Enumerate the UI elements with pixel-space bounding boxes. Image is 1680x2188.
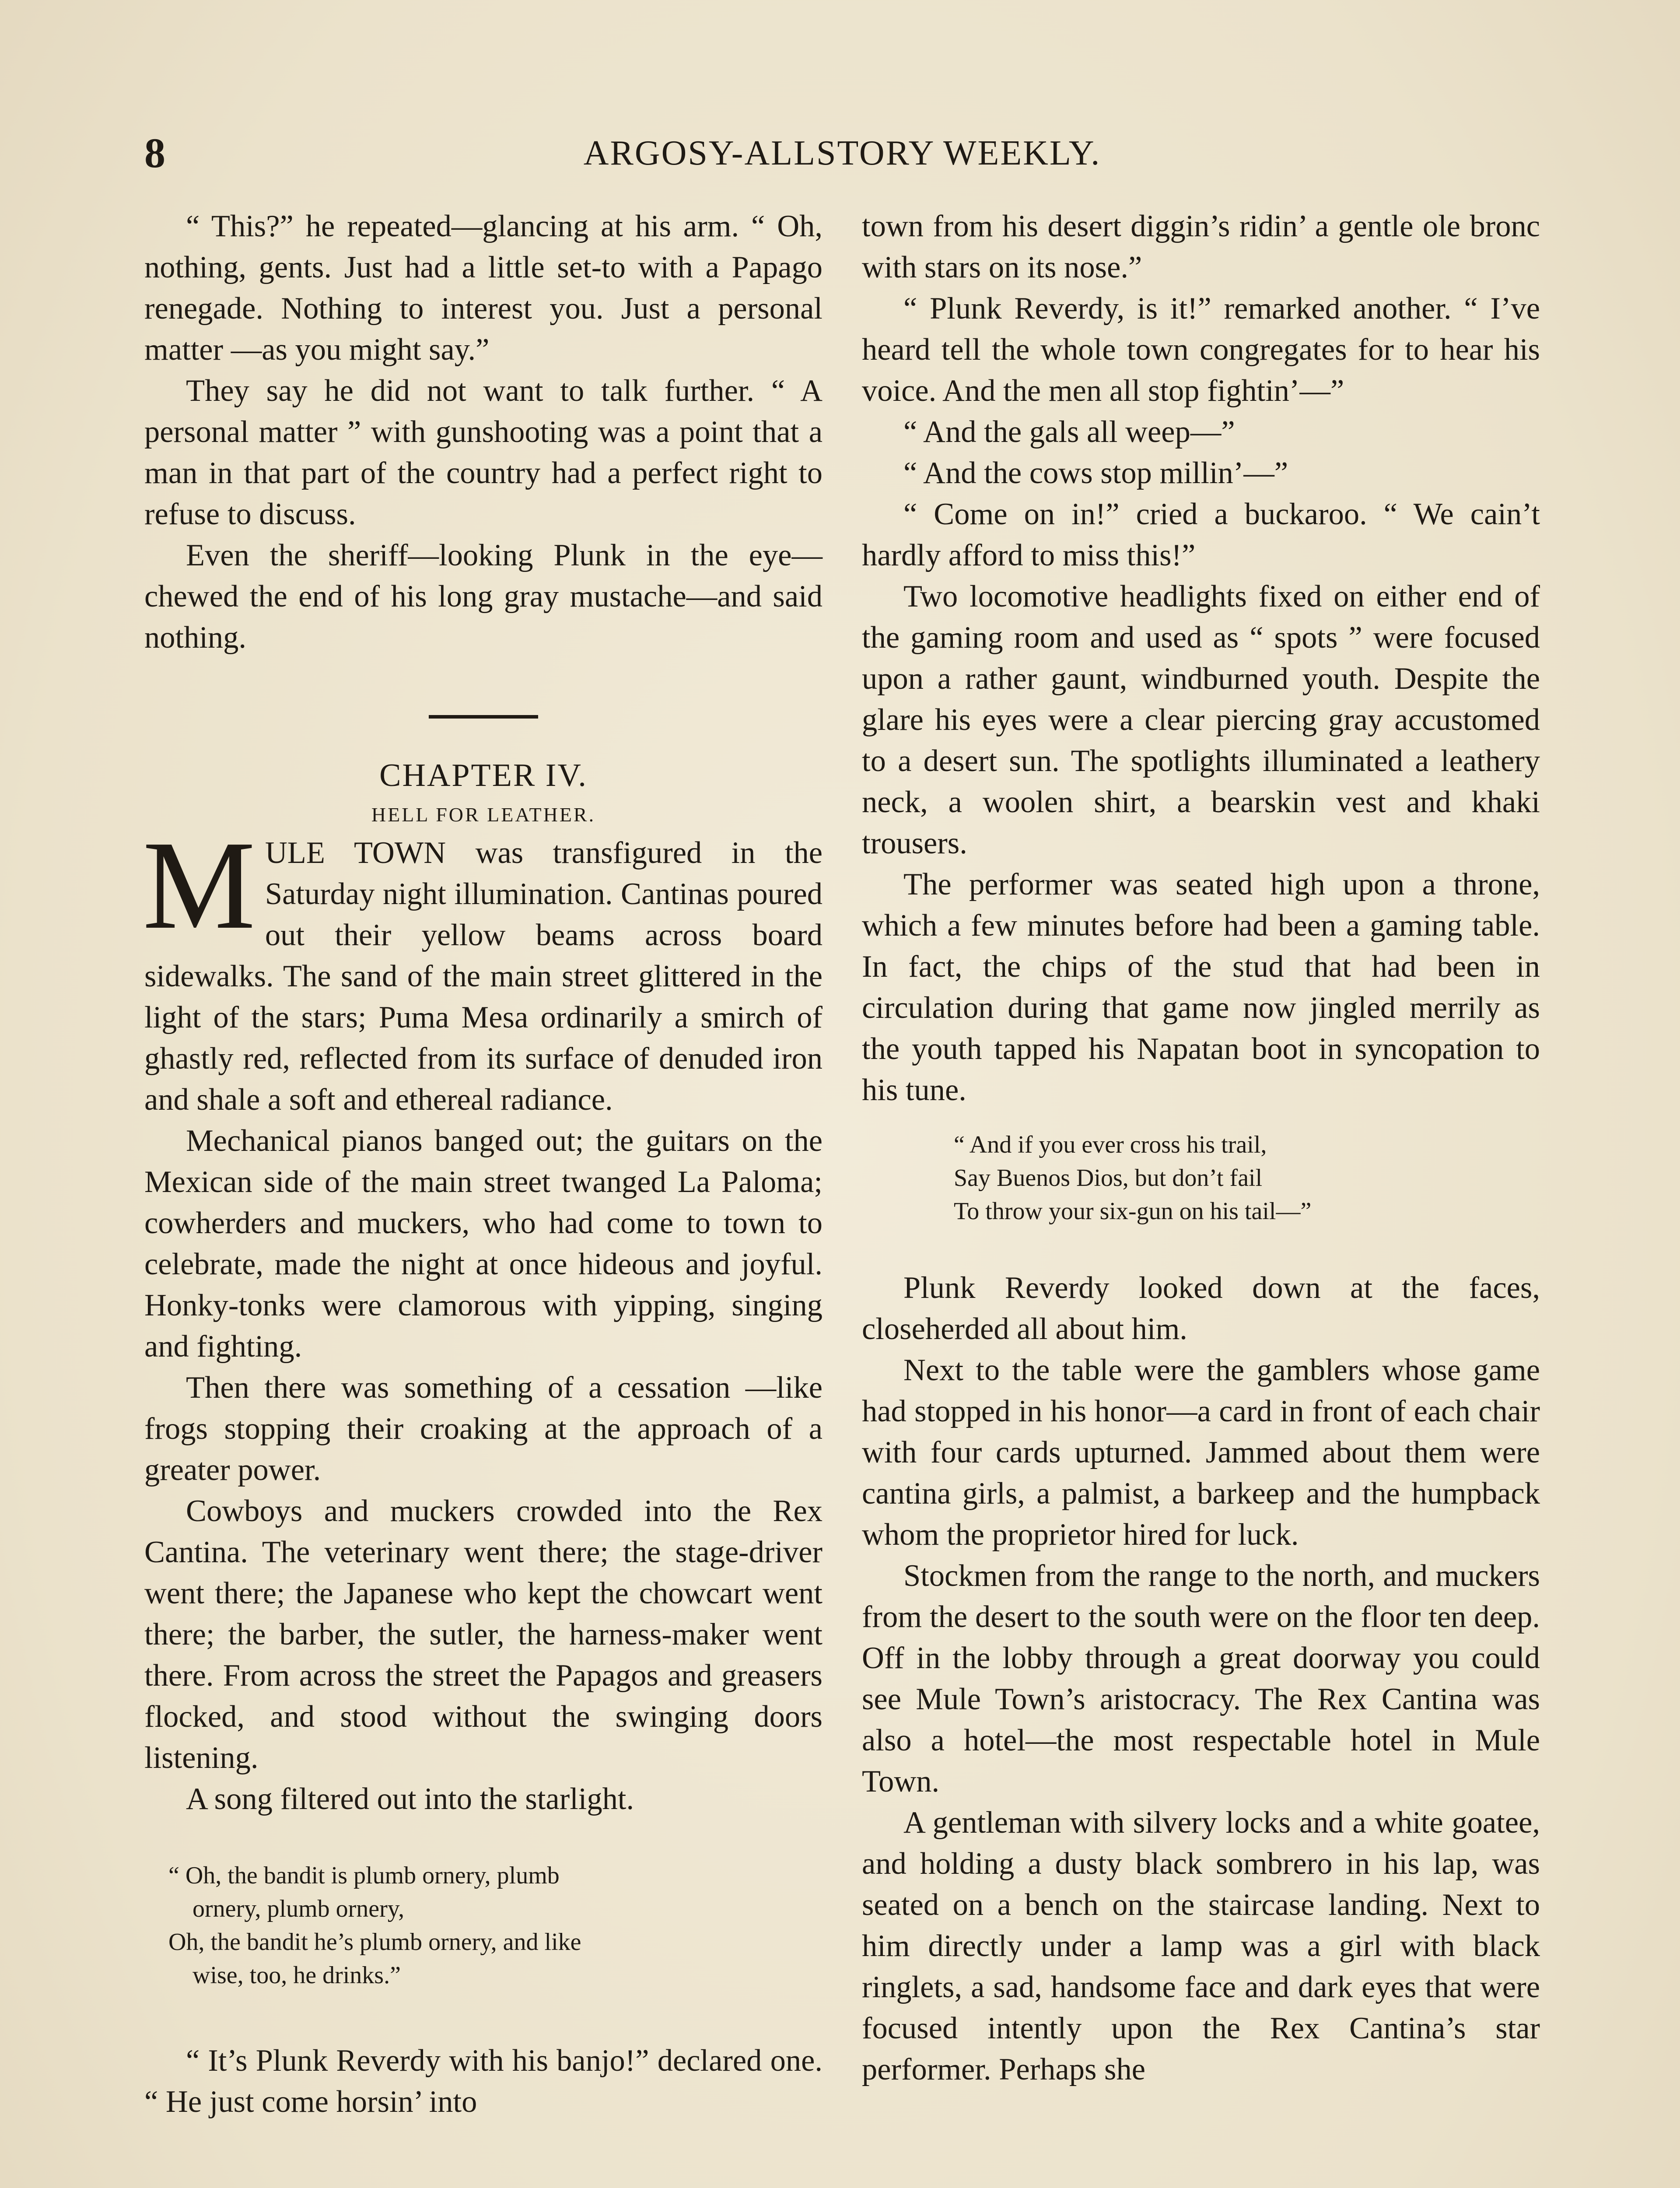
paragraph: Plunk Reverdy looked down at the faces, closeherded all about him. <box>862 1271 1540 1346</box>
paragraph: “ Come on in!” cried a buckaroo. “ We cain’t hardly afford to miss this!” <box>862 497 1540 572</box>
verse-line: Say Buenos Dios, but don’t fail <box>954 1164 1263 1192</box>
verse-line: wise, too, he drinks.” <box>192 1962 401 1989</box>
text-columns <box>144 206 1540 2188</box>
paragraph: Then there was something of a cessation —like frogs stopping their croaking at the approach of a greater power. <box>144 1371 822 1487</box>
page-header <box>144 127 1540 179</box>
verse-line: To throw your six-gun on his tail—” <box>954 1198 1312 1225</box>
paragraph: Stockmen from the range to the north, and muckers from the desert to the south were on the floor ten deep. Off in the lobby through a great doorway you could see Mule Town’s aristocracy. The Rex Cantina was also a hotel—the most respectable hotel in Mule Town. <box>862 1559 1540 1799</box>
paragraph: Mechanical pianos banged out; the guitars on the Mexican side of the main street twanged La Paloma; cowherders and muckers, who had come to town to celebrate, made the night at once hideous and joyful. Honky-tonks were clamorous with yipping, singing and fighting. <box>144 1124 822 1364</box>
paragraph: Even the sheriff—looking Plunk in the eye—chewed the end of his long gray mustache—and said nothing. <box>144 538 822 655</box>
page-number: 8 <box>144 130 165 176</box>
running-head: ARGOSY-ALLSTORY WEEKLY. <box>583 134 1101 172</box>
song-verse <box>862 1128 1540 1228</box>
paragraph: The performer was seated high upon a throne, which a few minutes before had been a gaming table. In fact, the chips of the stud that had been in circulation during that game now jingled merrily as the youth tapped his Napatan boot in syncopation to his tune. <box>862 867 1540 1107</box>
right-column <box>862 206 1540 2090</box>
paragraph: Cowboys and muckers crowded into the Rex Cantina. The veterinary went there; the stage-driver went there; the Japanese who kept the chowcart went there; the barber, the sutler, the harness-maker went there. From across the street the Papagos and greasers flocked, and stood without the swinging doors listening. <box>144 1494 822 1775</box>
section-divider <box>429 715 538 719</box>
left-column <box>144 206 822 2122</box>
paragraph: They say he did not want to talk further. “ A personal matter ” with gunshooting was a point that a man in that part of the country had a perfect right to refuse to discuss. <box>144 374 822 531</box>
drop-cap: M <box>143 815 256 955</box>
verse-line: “ And if you ever cross his trail, <box>954 1131 1267 1158</box>
opening-text: ULE TOWN was transfigured in the Saturday night illumination. Cantinas poured out their yellow beams across board sidewalks. The sand of the main street glittered in the light of the stars; Puma Mesa ordinarily a smirch of ghastly red, reflected from its surface of denuded iron and shale a soft and ethereal radiance. <box>144 836 822 1117</box>
chapter-title: CHAPTER IV. <box>379 757 588 793</box>
paragraph: Next to the table were the gamblers whose game had stopped in his honor—a card in front of each chair with four cards upturned. Jammed about them were cantina girls, a palmist, a barkeep and the humpback whom the proprietor hired for luck. <box>862 1353 1540 1552</box>
paragraph: Two locomotive headlights fixed on either end of the gaming room and used as “ spots ” were focused upon a rather gaunt, windburned youth. Despite the glare his eyes were a clear piercing gray accustomed to a desert sun. The spotlights illuminated a leathery neck, a woolen shirt, a bearskin vest and khaki trousers. <box>862 579 1540 860</box>
paragraph: “ And the gals all weep—” <box>903 415 1235 449</box>
verse-line: “ Oh, the bandit is plumb ornery, plumb <box>168 1862 560 1889</box>
paragraph: “ Plunk Reverdy, is it!” remarked another. “ I’ve heard tell the whole town congregates for to hear his voice. And the men all stop fightin’—” <box>862 291 1540 408</box>
paragraph: A gentleman with silvery locks and a white goatee, and holding a dusty black sombrero in his lap, was seated on a bench on the staircase landing. Next to him directly under a lamp was a girl with black ringlets, a sad, handsome face and dark eyes that were focused intently upon the Rex Cantina’s star performer. Perhaps she <box>862 1806 1540 2086</box>
paragraph: A song filtered out into the starlight. <box>186 1782 634 1816</box>
paragraph: “ It’s Plunk Reverdy with his banjo!” declared one. “ He just come horsin’ into <box>144 2044 822 2119</box>
verse-line: ornery, plumb ornery, <box>192 1895 405 1922</box>
paragraph-continuation: town from his desert diggin’s ridin’ a gentle ole bronc with stars on its nose.” <box>862 209 1540 284</box>
paragraph: “ And the cows stop millin’—” <box>903 456 1288 490</box>
song-verse <box>144 1859 822 1992</box>
verse-line: Oh, the bandit he’s plumb ornery, and like <box>168 1929 581 1956</box>
chapter-subtitle: HELL FOR LEATHER. <box>371 803 596 826</box>
paragraph: “ This?” he repeated—glancing at his arm. “ Oh, nothing, gents. Just had a little set-to with a Papago renegade. Nothing to interest you. Just a personal matter —as you might say.” <box>144 209 822 367</box>
chapter-opening-paragraph <box>143 815 822 1120</box>
